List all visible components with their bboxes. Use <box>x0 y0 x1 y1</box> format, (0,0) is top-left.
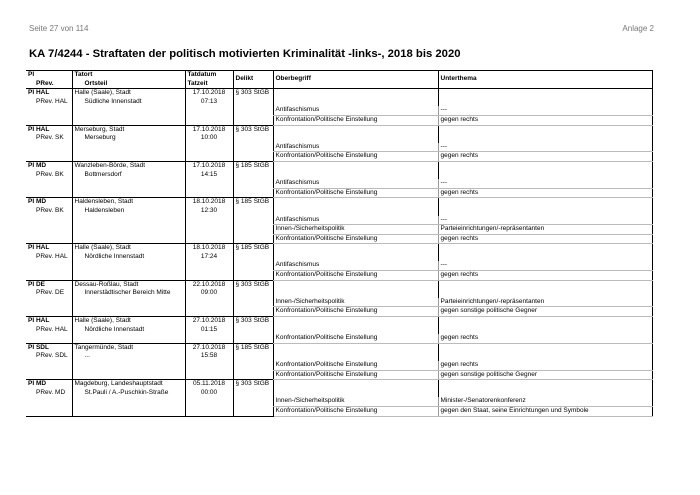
empty-cell <box>72 361 185 370</box>
oberbegriff-cell: Antifaschismus <box>273 261 438 270</box>
empty-cell <box>185 216 233 225</box>
empty-cell <box>185 225 233 235</box>
empty-cell <box>185 106 233 115</box>
table-row <box>26 225 652 235</box>
empty-cell <box>26 143 72 152</box>
date-cell: 05.11.2018 <box>185 380 233 389</box>
empty-cell <box>273 280 438 289</box>
empty-cell <box>438 207 652 216</box>
oberbegriff-cell: Antifaschismus <box>273 143 438 152</box>
empty-cell <box>26 179 72 188</box>
table-row <box>26 125 652 134</box>
tatort-cell: Merseburg, Stadt <box>72 125 185 134</box>
pi-cell: PI DE <box>26 280 72 289</box>
empty-cell <box>233 397 273 406</box>
table-row <box>26 326 652 335</box>
empty-cell <box>26 397 72 406</box>
unterthema-cell: gegen rechts <box>438 115 652 125</box>
empty-cell <box>72 188 185 198</box>
oberbegriff-cell: Innen-/Sicherheitspolitik <box>273 397 438 406</box>
table-row <box>26 207 652 216</box>
oberbegriff-cell: Antifaschismus <box>273 106 438 115</box>
time-cell: 09:00 <box>185 289 233 298</box>
time-cell: 07:13 <box>185 98 233 107</box>
empty-cell <box>233 326 273 335</box>
prev-cell: PRev. BK <box>36 170 64 178</box>
oberbegriff-cell: Innen-/Sicherheitspolitik <box>273 298 438 307</box>
pi-cell: PI HAL <box>26 125 72 134</box>
date-cell: 17.10.2018 <box>185 89 233 98</box>
empty-cell <box>273 253 438 262</box>
empty-cell <box>438 89 652 98</box>
ortsteil-cell: St.Pauli / A.-Puschkin-Straße <box>72 389 185 398</box>
pi-cell: PI MD <box>26 161 72 170</box>
empty-cell <box>273 343 438 352</box>
empty-cell <box>185 406 233 416</box>
date-cell: 17.10.2018 <box>185 125 233 134</box>
tatort-cell: Haldensleben, Stadt <box>72 198 185 207</box>
table-row <box>26 161 652 170</box>
empty-cell <box>273 317 438 326</box>
table-row <box>26 352 652 361</box>
delikt-cell: § 185 StGB <box>233 161 273 170</box>
time-cell: 12:30 <box>185 207 233 216</box>
table-row <box>26 253 652 262</box>
empty-cell <box>233 352 273 361</box>
empty-cell <box>26 261 72 270</box>
prev-cell: PRev. BK <box>36 206 64 214</box>
ortsteil-cell: Haldensleben <box>72 207 185 216</box>
oberbegriff-cell: Konfrontation/Politische Einstellung <box>273 234 438 244</box>
oberbegriff-cell: Konfrontation/Politische Einstellung <box>273 307 438 317</box>
oberbegriff-cell: Antifaschismus <box>273 179 438 188</box>
empty-cell <box>273 289 438 298</box>
table-row <box>26 106 652 115</box>
empty-cell <box>438 98 652 107</box>
table-row <box>26 280 652 289</box>
table-row <box>26 261 652 270</box>
tatort-cell: Magdeburg, Landeshauptstadt <box>72 380 185 389</box>
table-row <box>26 89 652 98</box>
empty-cell <box>233 334 273 343</box>
empty-cell <box>233 152 273 162</box>
empty-cell <box>233 106 273 115</box>
empty-cell <box>438 289 652 298</box>
table-row <box>26 179 652 188</box>
empty-cell <box>72 143 185 152</box>
unterthema-cell: Minister-/Senatorenkonferenz <box>438 397 652 406</box>
unterthema-cell: --- <box>438 216 652 225</box>
empty-cell <box>233 115 273 125</box>
empty-cell <box>438 134 652 143</box>
empty-cell <box>72 406 185 416</box>
tatort-cell: Halle (Saale), Stadt <box>72 317 185 326</box>
empty-cell <box>233 225 273 235</box>
empty-cell <box>26 106 72 115</box>
empty-cell <box>233 98 273 107</box>
empty-cell <box>233 289 273 298</box>
table-row <box>26 188 652 198</box>
empty-cell <box>185 188 233 198</box>
empty-cell <box>233 370 273 380</box>
empty-cell <box>438 380 652 389</box>
time-cell: 00:00 <box>185 389 233 398</box>
empty-cell <box>26 234 72 244</box>
table-row <box>26 244 652 253</box>
empty-cell <box>273 171 438 180</box>
empty-cell <box>72 271 185 281</box>
empty-cell <box>26 307 72 317</box>
empty-cell <box>26 188 72 198</box>
empty-cell <box>273 389 438 398</box>
table-row <box>26 198 652 207</box>
unterthema-cell: gegen rechts <box>438 234 652 244</box>
tatort-cell: Dessau-Roßlau, Stadt <box>72 280 185 289</box>
table-row <box>26 289 652 298</box>
empty-cell <box>273 198 438 207</box>
date-cell: 27.10.2018 <box>185 317 233 326</box>
time-cell: 10:00 <box>185 134 233 143</box>
empty-cell <box>26 271 72 281</box>
empty-cell <box>26 406 72 416</box>
empty-cell <box>233 389 273 398</box>
empty-cell <box>72 152 185 162</box>
time-cell: 14:15 <box>185 171 233 180</box>
prev-cell: PRev. SDL <box>36 352 68 360</box>
oberbegriff-cell: Konfrontation/Politische Einstellung <box>273 152 438 162</box>
unterthema-cell: gegen rechts <box>438 152 652 162</box>
empty-cell <box>72 298 185 307</box>
empty-cell <box>72 370 185 380</box>
unterthema-cell: Parteieinrichtungen/-repräsentanten <box>438 298 652 307</box>
time-cell: 17:24 <box>185 253 233 262</box>
tatort-cell: Tangermünde, Stadt <box>72 343 185 352</box>
empty-cell <box>233 298 273 307</box>
unterthema-cell: gegen sonstige politische Gegner <box>438 370 652 380</box>
oberbegriff-cell: Konfrontation/Politische Einstellung <box>273 361 438 370</box>
empty-cell <box>233 216 273 225</box>
table-row <box>26 380 652 389</box>
delikt-cell: § 303 StGB <box>233 317 273 326</box>
date-cell: 17.10.2018 <box>185 161 233 170</box>
time-cell: 01:15 <box>185 326 233 335</box>
empty-cell <box>185 397 233 406</box>
date-cell: 22.10.2018 <box>185 280 233 289</box>
column-header-unterthema: Unterthema <box>438 71 652 89</box>
empty-cell <box>72 234 185 244</box>
ortsteil-cell: Südliche Innenstadt <box>72 98 185 107</box>
table-row <box>26 397 652 406</box>
pi-cell: PI HAL <box>26 317 72 326</box>
unterthema-cell: --- <box>438 143 652 152</box>
table-row <box>26 361 652 370</box>
unterthema-cell: gegen rechts <box>438 271 652 281</box>
empty-cell <box>72 261 185 270</box>
empty-cell <box>26 225 72 235</box>
empty-cell <box>233 134 273 143</box>
table-row <box>26 98 652 107</box>
empty-cell <box>438 317 652 326</box>
empty-cell <box>438 171 652 180</box>
oberbegriff-cell: Konfrontation/Politische Einstellung <box>273 370 438 380</box>
oberbegriff-cell: Konfrontation/Politische Einstellung <box>273 334 438 343</box>
ortsteil-cell: Nördliche Innenstadt <box>72 326 185 335</box>
empty-cell <box>438 389 652 398</box>
prev-cell: PRev. DE <box>36 289 65 297</box>
column-header-tatort: Tatort <box>72 71 185 80</box>
prev-cell: PRev. HAL <box>36 97 68 105</box>
empty-cell <box>185 179 233 188</box>
ortsteil-cell: Nördliche Innenstadt <box>72 253 185 262</box>
column-header-tatzeit: Tatzeit <box>185 80 233 89</box>
empty-cell <box>438 253 652 262</box>
empty-cell <box>438 280 652 289</box>
table-row <box>26 307 652 317</box>
empty-cell <box>438 198 652 207</box>
unterthema-cell: --- <box>438 179 652 188</box>
empty-cell <box>438 352 652 361</box>
column-header-oberbegriff: Oberbegriff <box>273 71 438 89</box>
empty-cell <box>185 361 233 370</box>
empty-cell <box>72 115 185 125</box>
ortsteil-cell: Merseburg <box>72 134 185 143</box>
empty-cell <box>185 261 233 270</box>
empty-cell <box>26 334 72 343</box>
prev-cell: PRev. SK <box>36 134 64 142</box>
table-body <box>26 89 652 416</box>
table-row <box>26 234 652 244</box>
column-header-tatdatum: Tatdatum <box>185 71 233 80</box>
table-row <box>26 317 652 326</box>
prev-cell: PRev. HAL <box>36 325 68 333</box>
unterthema-cell: gegen den Staat, seine Einrichtungen und Symbole <box>438 406 652 416</box>
date-cell: 18.10.2018 <box>185 198 233 207</box>
empty-cell <box>72 334 185 343</box>
empty-cell <box>233 188 273 198</box>
delikt-cell: § 185 StGB <box>233 343 273 352</box>
document-title: KA 7/4244 - Straftaten der politisch motivierten Kriminalität -links-, 2018 bis 2020 <box>29 48 461 60</box>
time-cell: 15:58 <box>185 352 233 361</box>
delikt-cell: § 185 StGB <box>233 244 273 253</box>
empty-cell <box>273 161 438 170</box>
page-number: Seite 27 von 114 <box>29 24 89 33</box>
empty-cell <box>438 326 652 335</box>
empty-cell <box>438 125 652 134</box>
empty-cell <box>438 161 652 170</box>
pi-cell: PI SDL <box>26 343 72 352</box>
empty-cell <box>26 152 72 162</box>
unterthema-cell: gegen rechts <box>438 334 652 343</box>
empty-cell <box>273 244 438 253</box>
empty-cell <box>233 253 273 262</box>
oberbegriff-cell: Konfrontation/Politische Einstellung <box>273 406 438 416</box>
empty-cell <box>233 171 273 180</box>
empty-cell <box>185 307 233 317</box>
date-cell: 18.10.2018 <box>185 244 233 253</box>
table-row <box>26 171 652 180</box>
empty-cell <box>273 89 438 98</box>
table-row <box>26 343 652 352</box>
ortsteil-cell: Innerstädtischer Bereich Mitte <box>72 289 185 298</box>
empty-cell <box>185 370 233 380</box>
unterthema-cell: gegen sonstige politische Gegner <box>438 307 652 317</box>
empty-cell <box>185 143 233 152</box>
empty-cell <box>438 244 652 253</box>
ortsteil-cell: ... <box>72 352 185 361</box>
empty-cell <box>185 271 233 281</box>
empty-cell <box>273 207 438 216</box>
tatort-cell: Halle (Saale), Stadt <box>72 244 185 253</box>
table-row <box>26 298 652 307</box>
empty-cell <box>26 298 72 307</box>
delikt-cell: § 303 StGB <box>233 89 273 98</box>
pi-cell: PI HAL <box>26 89 72 98</box>
empty-cell <box>72 307 185 317</box>
empty-cell <box>185 298 233 307</box>
annex-label: Anlage 2 <box>622 24 654 33</box>
empty-cell <box>185 152 233 162</box>
empty-cell <box>72 179 185 188</box>
table-row <box>26 271 652 281</box>
table-row <box>26 115 652 125</box>
empty-cell <box>185 334 233 343</box>
empty-cell <box>233 207 273 216</box>
table-row <box>26 134 652 143</box>
empty-cell <box>273 125 438 134</box>
table-row <box>26 406 652 416</box>
delikt-cell: § 303 StGB <box>233 380 273 389</box>
tatort-cell: Wanzleben-Börde, Stadt <box>72 161 185 170</box>
empty-cell <box>273 352 438 361</box>
prev-cell: PRev. MD <box>36 388 66 396</box>
oberbegriff-cell: Konfrontation/Politische Einstellung <box>273 115 438 125</box>
empty-cell <box>26 216 72 225</box>
empty-cell <box>185 234 233 244</box>
empty-cell <box>273 134 438 143</box>
empty-cell <box>438 343 652 352</box>
delikt-cell: § 303 StGB <box>233 280 273 289</box>
oberbegriff-cell: Konfrontation/Politische Einstellung <box>273 271 438 281</box>
empty-cell <box>233 406 273 416</box>
empty-cell <box>185 115 233 125</box>
empty-cell <box>26 115 72 125</box>
empty-cell <box>273 98 438 107</box>
unterthema-cell: --- <box>438 261 652 270</box>
empty-cell <box>233 361 273 370</box>
empty-cell <box>273 380 438 389</box>
column-header-prev: PRev. <box>26 80 72 89</box>
table-row <box>26 152 652 162</box>
empty-cell <box>273 326 438 335</box>
table-row <box>26 334 652 343</box>
empty-cell <box>233 234 273 244</box>
empty-cell <box>233 179 273 188</box>
pi-cell: PI MD <box>26 380 72 389</box>
empty-cell <box>233 261 273 270</box>
column-header-ortsteil: Ortsteil <box>72 80 185 89</box>
ortsteil-cell: Bottmersdorf <box>72 171 185 180</box>
empty-cell <box>233 307 273 317</box>
date-cell: 27.10.2018 <box>185 343 233 352</box>
pi-cell: PI HAL <box>26 244 72 253</box>
oberbegriff-cell: Konfrontation/Politische Einstellung <box>273 188 438 198</box>
oberbegriff-cell: Innen-/Sicherheitspolitik <box>273 225 438 235</box>
column-header-delikt: Delikt <box>233 71 273 89</box>
column-header-pi: PI <box>26 71 72 80</box>
table-row <box>26 370 652 380</box>
unterthema-cell: gegen rechts <box>438 188 652 198</box>
oberbegriff-cell: Antifaschismus <box>273 216 438 225</box>
delikt-cell: § 185 StGB <box>233 198 273 207</box>
empty-cell <box>26 361 72 370</box>
prev-cell: PRev. HAL <box>36 252 68 260</box>
pi-cell: PI MD <box>26 198 72 207</box>
unterthema-cell: Parteieinrichtungen/-repräsentanten <box>438 225 652 235</box>
empty-cell <box>72 106 185 115</box>
empty-cell <box>72 225 185 235</box>
delikt-cell: § 303 StGB <box>233 125 273 134</box>
unterthema-cell: gegen rechts <box>438 361 652 370</box>
unterthema-cell: --- <box>438 106 652 115</box>
empty-cell <box>26 370 72 380</box>
empty-cell <box>72 397 185 406</box>
table-row <box>26 143 652 152</box>
tatort-cell: Halle (Saale), Stadt <box>72 89 185 98</box>
offense-table <box>26 70 653 417</box>
table-row <box>26 216 652 225</box>
empty-cell <box>72 216 185 225</box>
empty-cell <box>233 271 273 281</box>
table-row <box>26 389 652 398</box>
empty-cell <box>233 143 273 152</box>
